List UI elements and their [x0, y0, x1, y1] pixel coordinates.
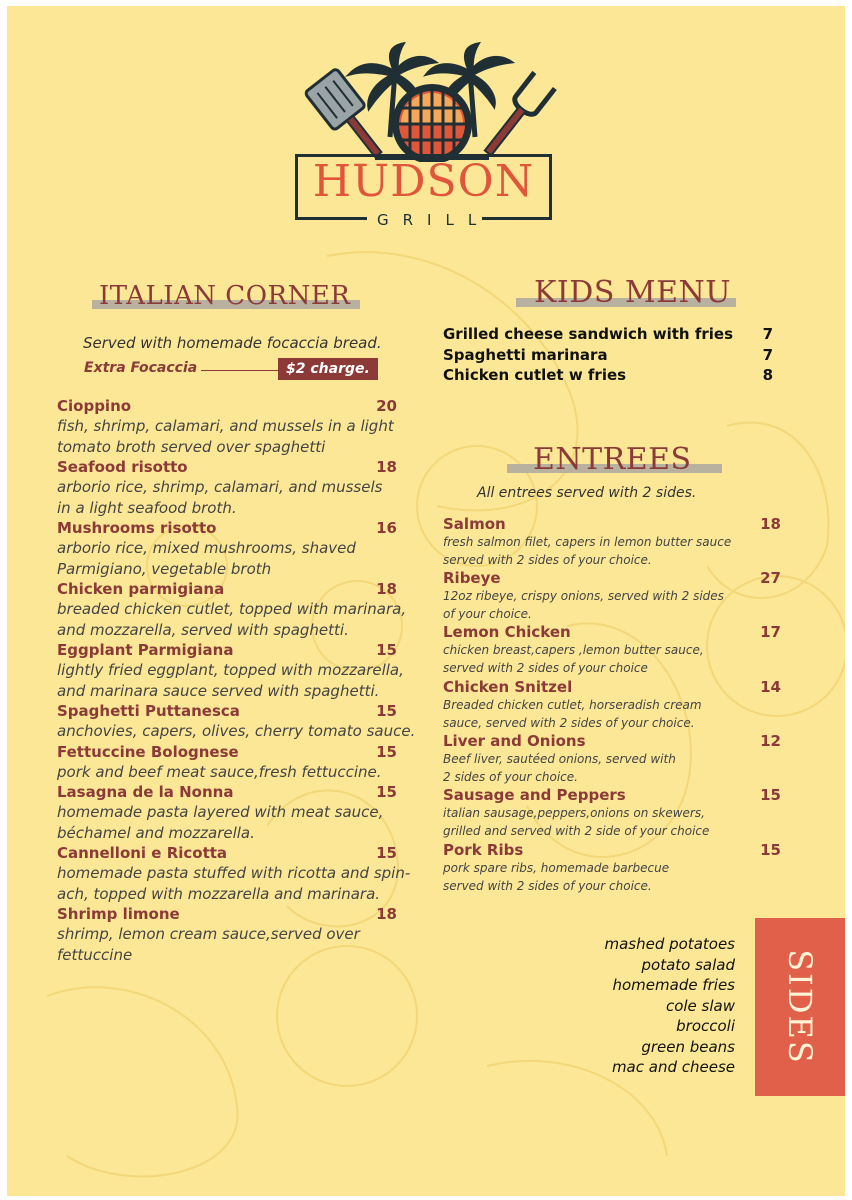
- entree-item-description: chicken breast,capers ,lemon butter sauce,: [443, 643, 704, 657]
- entree-item-name: Salmon: [443, 515, 506, 533]
- entree-item-description: sauce, served with 2 sides of your choice.: [443, 715, 695, 730]
- italian-item-description: ach, topped with mozzarella and marinara.: [57, 884, 381, 903]
- side-item: mashed potatoes: [604, 935, 735, 953]
- italian-item-price: 15: [376, 702, 397, 720]
- italian-item-price: 18: [376, 580, 397, 598]
- italian-item-price: 16: [376, 519, 397, 537]
- italian-note: Served with homemade focaccia bread.: [83, 334, 382, 352]
- entree-item-name: Lemon Chicken: [443, 623, 571, 641]
- italian-item: [57, 843, 411, 904]
- italian-item-price: 15: [376, 844, 397, 862]
- entree-item-price: 18: [760, 515, 781, 533]
- italian-item-price: 18: [376, 905, 397, 923]
- entree-item-description: 2 sides of your choice.: [443, 769, 578, 784]
- kids-item-price: 8: [762, 366, 773, 384]
- entree-item-description: Beef liver, sautéed onions, served with: [443, 752, 676, 766]
- entree-item-description: of your choice.: [443, 606, 532, 621]
- italian-item: [57, 742, 397, 783]
- entree-item-name: Sausage and Peppers: [443, 786, 626, 804]
- entree-item-name: Ribeye: [443, 569, 501, 587]
- italian-item-name: Shrimp limone: [57, 905, 180, 923]
- extra-focaccia-charge: $2 charge.: [278, 358, 378, 380]
- italian-item-description: anchovies, capers, olives, cherry tomato sauce.: [57, 722, 416, 740]
- side-item: homemade fries: [612, 976, 735, 994]
- italian-item-name: Eggplant Parmigiana: [57, 641, 234, 659]
- italian-item-price: 15: [376, 743, 397, 761]
- italian-item-description: arborio rice, mixed mushrooms, shaved: [57, 539, 356, 557]
- italian-item-description: béchamel and mozzarella.: [57, 823, 255, 842]
- italian-item-price: 18: [376, 458, 397, 476]
- entree-item-description: italian sausage,peppers,onions on skewers,: [443, 806, 705, 820]
- entrees-note: All entrees served with 2 sides.: [477, 485, 697, 501]
- entree-item-name: Pork Ribs: [443, 841, 524, 859]
- brand-name: HUDSON: [312, 156, 535, 207]
- entree-item: [443, 623, 781, 677]
- entree-item: [443, 786, 781, 840]
- entree-item-name: Liver and Onions: [443, 732, 586, 750]
- italian-item-description: shrimp, lemon cream sauce,served over: [57, 925, 360, 943]
- brand-logo: [295, 42, 570, 232]
- kids-item: [443, 324, 773, 345]
- entree-item-description: grilled and served with 2 side of your choice: [443, 823, 710, 838]
- entree-item-price: 15: [760, 786, 781, 804]
- italian-item-name: Mushrooms risotto: [57, 519, 217, 537]
- kids-item-name: Chicken cutlet w fries: [443, 366, 627, 384]
- extra-focaccia-leader: [201, 370, 281, 371]
- italian-item-name: Cannelloni e Ricotta: [57, 844, 228, 862]
- italian-item: [57, 904, 397, 965]
- italian-item: [57, 782, 397, 843]
- entree-item-price: 12: [760, 732, 781, 750]
- italian-item: [57, 640, 404, 701]
- entree-item-description: Breaded chicken cutlet, horseradish cream: [443, 698, 702, 712]
- entree-item: [443, 678, 781, 732]
- entree-item-description: pork spare ribs, homemade barbecue: [443, 861, 670, 875]
- italian-item-description: breaded chicken cutlet, topped with marinara,: [57, 600, 407, 618]
- italian-heading: ITALIAN CORNER: [99, 281, 351, 311]
- entree-item-price: 14: [760, 678, 781, 696]
- italian-item-description: and marinara sauce served with spaghetti.: [57, 681, 380, 700]
- italian-item-description: Parmigiano, vegetable broth: [57, 559, 272, 578]
- italian-item-price: 15: [376, 641, 397, 659]
- italian-item: [57, 701, 416, 742]
- entree-item: [443, 732, 781, 786]
- kids-heading: KIDS MENU: [534, 275, 732, 310]
- italian-item: [57, 518, 397, 579]
- italian-item: [57, 579, 407, 640]
- kids-item-price: 7: [762, 325, 773, 343]
- menu-page: [7, 6, 845, 1196]
- kids-item-list: [443, 324, 773, 394]
- kids-item-name: Grilled cheese sandwich with fries: [443, 325, 734, 343]
- italian-item-name: Spaghetti Puttanesca: [57, 702, 240, 720]
- kids-item-name: Spaghetti marinara: [443, 345, 608, 364]
- italian-item-description: and mozzarella, served with spaghetti.: [57, 620, 349, 639]
- italian-item-price: 15: [376, 783, 397, 801]
- entree-item: [443, 515, 781, 569]
- italian-item-description: in a light seafood broth.: [57, 498, 237, 517]
- side-item: cole slaw: [665, 996, 735, 1015]
- italian-item-description: fettuccine: [57, 945, 133, 964]
- italian-item-name: Seafood risotto: [57, 458, 188, 476]
- italian-item-description: pork and beef meat sauce,fresh fettuccine.: [57, 763, 382, 781]
- side-item: potato salad: [641, 955, 735, 974]
- grill-logo-icon: [295, 42, 570, 162]
- italian-item-description: arborio rice, shrimp, calamari, and mussels: [57, 478, 383, 496]
- italian-item-description: homemade pasta layered with meat sauce,: [57, 803, 384, 821]
- kids-item-price: 7: [762, 345, 773, 364]
- entree-item-price: 27: [760, 569, 781, 587]
- entree-item: [443, 841, 781, 895]
- sides-tab: [755, 918, 845, 1096]
- italian-item-description: fish, shrimp, calamari, and mussels in a light: [57, 417, 394, 435]
- side-item: green beans: [641, 1037, 735, 1056]
- entree-item-price: 17: [760, 623, 781, 641]
- italian-item-name: Lasagna de la Nonna: [57, 783, 234, 801]
- extra-focaccia-label: Extra Focaccia: [84, 360, 198, 376]
- italian-item-description: tomato broth served over spaghetti: [57, 437, 326, 456]
- sides-list: [604, 934, 735, 1078]
- entree-item-name: Chicken Snitzel: [443, 678, 573, 696]
- kids-item: [443, 365, 773, 386]
- entree-item-description: fresh salmon filet, capers in lemon butter sauce: [443, 535, 732, 549]
- italian-item: [57, 457, 397, 518]
- entree-item: [443, 569, 781, 623]
- entree-item-description: served with 2 sides of your choice.: [443, 552, 652, 567]
- italian-item: [57, 396, 397, 457]
- italian-item-name: Cioppino: [57, 397, 132, 415]
- italian-item-description: lightly fried eggplant, topped with mozzarella,: [57, 661, 404, 679]
- italian-item-description: homemade pasta stuffed with ricotta and spin-: [57, 864, 411, 882]
- entree-item-description: 12oz ribeye, crispy onions, served with 2 sides: [443, 589, 724, 603]
- entree-item-description: served with 2 sides of your choice.: [443, 878, 652, 893]
- italian-item-price: 20: [376, 397, 397, 415]
- side-item: broccoli: [676, 1017, 735, 1035]
- kids-item: [443, 345, 773, 366]
- italian-item-name: Fettuccine Bolognese: [57, 743, 239, 761]
- entrees-heading: ENTREES: [533, 442, 692, 477]
- entree-item-price: 15: [760, 841, 781, 859]
- brand-subtitle: GRILL: [367, 212, 482, 228]
- sides-label: SIDES: [781, 949, 819, 1065]
- side-item: mac and cheese: [611, 1058, 735, 1076]
- italian-item-name: Chicken parmigiana: [57, 580, 225, 598]
- entree-item-description: served with 2 sides of your choice: [443, 660, 648, 675]
